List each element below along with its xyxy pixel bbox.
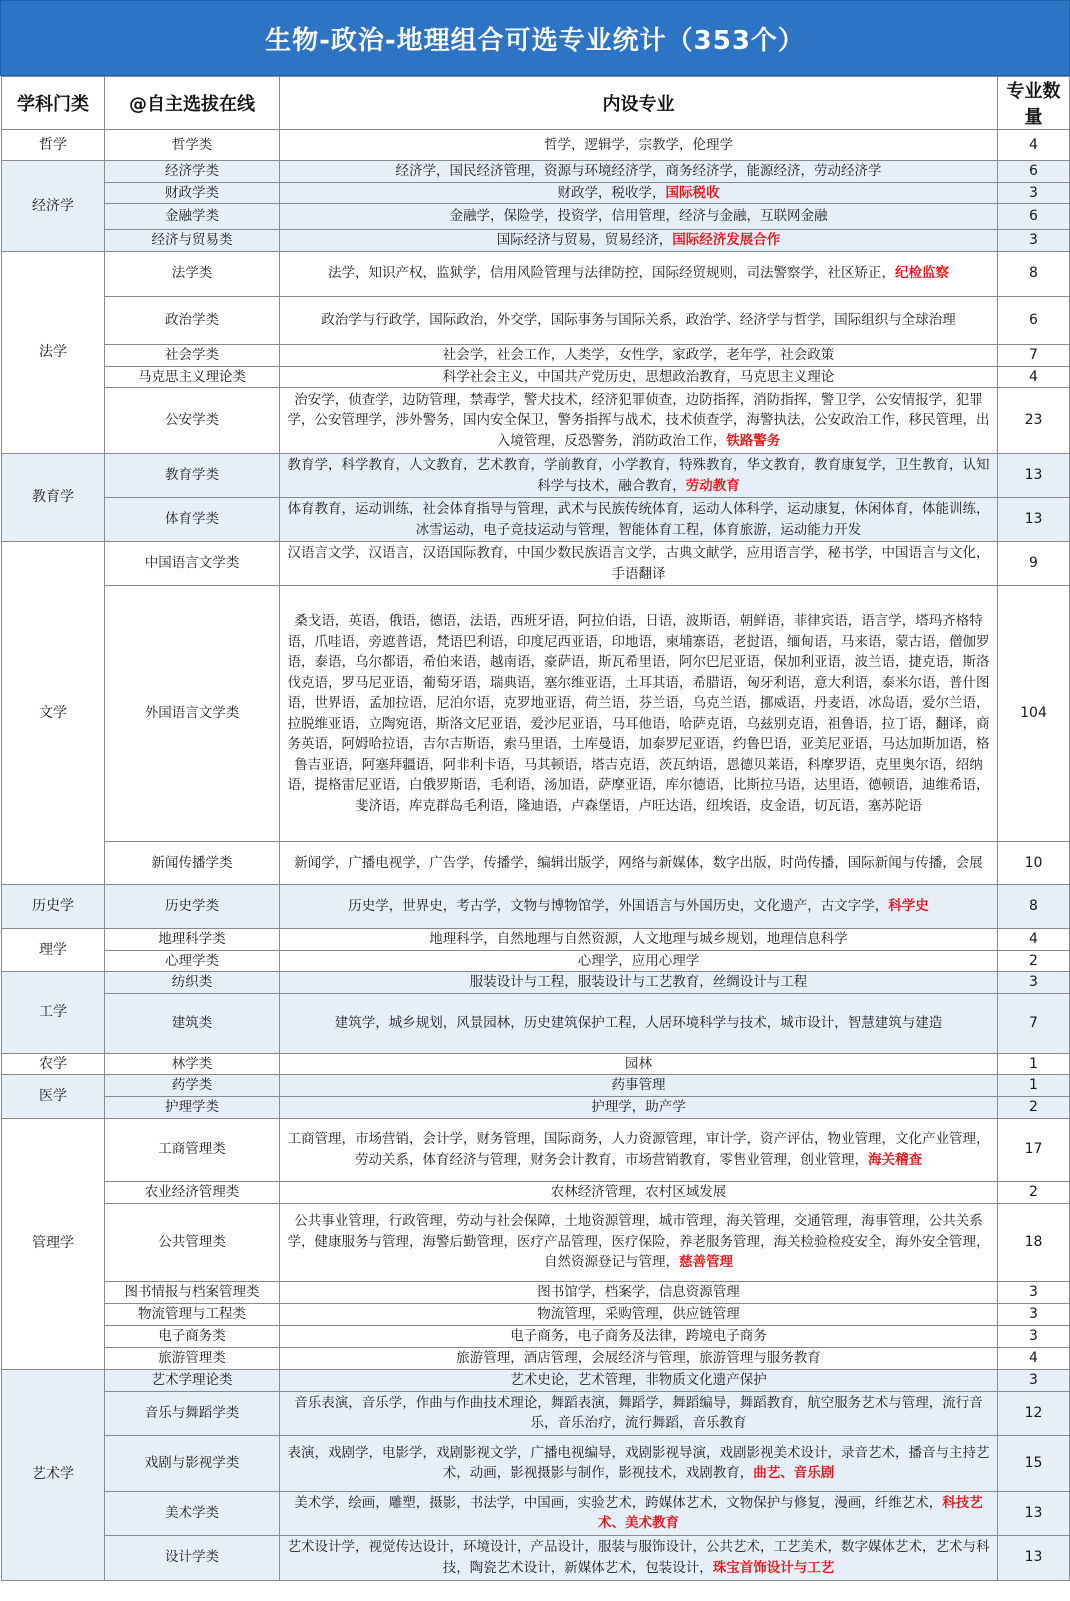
count-cell: 13 xyxy=(998,1491,1070,1535)
highlighted-major: 科技艺术、美术教育 xyxy=(598,1494,983,1531)
table-row xyxy=(2,498,1070,542)
subclass-cell: 哲学类 xyxy=(105,130,280,161)
count-cell: 7 xyxy=(998,993,1070,1053)
majors-text: 地理科学，自然地理与自然资源，人文地理与城乡规划，地理信息科学 xyxy=(429,931,848,947)
table-row xyxy=(2,586,1070,842)
majors-text: 护理学，助产学 xyxy=(591,1099,686,1115)
majors-cell xyxy=(280,251,998,296)
majors-cell xyxy=(280,161,998,183)
table-row xyxy=(2,366,1070,388)
majors-cell xyxy=(280,498,998,542)
count-cell: 6 xyxy=(998,296,1070,344)
highlighted-major: 科学史 xyxy=(888,898,929,915)
count-cell: 3 xyxy=(998,1369,1070,1391)
count-cell: 4 xyxy=(998,130,1070,161)
subclass-cell: 教育学类 xyxy=(105,454,280,498)
majors-cell xyxy=(280,1181,998,1203)
count-cell: 8 xyxy=(998,251,1070,296)
subclass-cell: 药学类 xyxy=(105,1075,280,1097)
majors-text: 工商管理，市场营销，会计学，财务管理，国际商务，人力资源管理，审计学，资产评估，物业管理，文化产业管理，劳动关系，体育经济与管理，财务会计教育，市场营销教育，零售业管理，创业管理， xyxy=(287,1131,990,1168)
table-header-row xyxy=(2,77,1070,130)
majors-text: 教育学，科学教育，人文教育，艺术教育，学前教育，小学教育，特殊教育，华文教育，教育康复学，卫生教育，认知科学与技术，融合教育， xyxy=(287,457,990,494)
majors-cell xyxy=(280,296,998,344)
majors-text: 历史学，世界史，考古学，文物与博物馆学，外国语言与外国历史，文化遗产，古文字学， xyxy=(348,898,889,915)
majors-text: 农林经济管理，农村区域发展 xyxy=(550,1183,727,1200)
majors-text: 桑戈语，英语，俄语，德语，法语，西班牙语，阿拉伯语，日语，波斯语，朝鲜语，菲律宾语，语言学，塔玛齐格特语，爪哇语，旁遮普语，梵语巴利语，印度尼西亚语，印地语，柬埔寨语，老挝语，缅甸语，马来语，蒙古语，僧伽罗语，泰语，乌尔都语，希伯来语，越南语，豪萨语，斯瓦希里语，阿尔巴尼亚语，保加利亚语，波兰语，捷克语，斯洛伐克语，罗马尼亚语，葡萄牙语，瑞典语，塞尔维亚语，土耳其语，希腊语，匈牙利语，意大利语，泰米尔语，普什图语，世界语，孟加拉语，尼泊尔语，克罗地亚语，荷兰语，芬兰语，乌克兰语，挪威语，丹麦语，冰岛语，爱尔兰语，拉脱维亚语，立陶宛语，斯洛文尼亚语，爱沙尼亚语，马耳他语，哈萨克语，乌兹别克语，祖鲁语，拉丁语，翻译，商务英语，阿姆哈拉语，吉尔吉斯语，索马里语，土库曼语，加泰罗尼亚语，约鲁巴语，亚美尼亚语，马达加斯加语，格鲁吉亚语，阿塞拜疆语，阿非利卡语，马其顿语，塔吉克语，茨瓦纳语，恩德贝莱语，科摩罗语，克里奥尔语，绍纳语，提格雷尼亚语，白俄罗斯语，毛利语，汤加语，萨摩亚语，库尔德语，比斯拉马语，达里语，德顿语，迪维希语，斐济语，库克群岛毛利语，隆迪语，卢森堡语，卢旺达语，纽埃语，皮金语，切瓦语，塞苏陀语 xyxy=(287,613,990,814)
subclass-cell: 新闻传播学类 xyxy=(105,842,280,885)
discipline-cell: 管理学 xyxy=(2,1118,105,1369)
table-row xyxy=(2,542,1070,586)
subclass-cell: 美术学类 xyxy=(105,1491,280,1535)
table-row xyxy=(2,230,1070,252)
highlighted-major: 慈善管理 xyxy=(679,1254,733,1271)
count-cell: 10 xyxy=(998,842,1070,885)
discipline-cell: 哲学 xyxy=(2,130,105,161)
table-row xyxy=(2,1435,1070,1491)
subclass-cell: 图书情报与档案管理类 xyxy=(105,1281,280,1303)
discipline-cell: 工学 xyxy=(2,972,105,1054)
majors-text: 建筑学，城乡规划，风景园林，历史建筑保护工程，人居环境科学与技术，城市设计，智慧建筑与建造 xyxy=(334,1014,943,1031)
discipline-cell: 理学 xyxy=(2,929,105,972)
count-cell: 13 xyxy=(998,454,1070,498)
majors-cell xyxy=(280,1075,998,1097)
subclass-cell: 公安学类 xyxy=(105,388,280,454)
table-row xyxy=(2,296,1070,344)
count-cell: 3 xyxy=(998,1281,1070,1303)
count-cell: 1 xyxy=(998,1053,1070,1075)
majors-text: 法学，知识产权，监狱学，信用风险管理与法律防控，国际经贸规则，司法警察学，社区矫正， xyxy=(328,265,895,282)
majors-cell xyxy=(280,1491,998,1535)
discipline-cell: 文学 xyxy=(2,542,105,885)
highlighted-major: 纪检监察 xyxy=(895,265,949,282)
discipline-cell: 教育学 xyxy=(2,454,105,542)
discipline-cell: 农学 xyxy=(2,1053,105,1075)
highlighted-major: 曲艺、音乐剧 xyxy=(753,1465,835,1481)
majors-cell xyxy=(280,230,998,252)
count-cell: 3 xyxy=(998,230,1070,252)
majors-cell xyxy=(280,842,998,885)
majors-cell xyxy=(280,1325,998,1347)
subclass-cell: 经济与贸易类 xyxy=(105,230,280,252)
table-row xyxy=(2,950,1070,972)
discipline-cell: 经济学 xyxy=(2,161,105,252)
majors-cell xyxy=(280,1097,998,1119)
majors-table xyxy=(1,76,1070,1581)
subclass-cell: 工商管理类 xyxy=(105,1118,280,1181)
count-cell: 3 xyxy=(998,972,1070,994)
highlighted-major: 海关稽查 xyxy=(868,1151,922,1168)
count-cell: 6 xyxy=(998,161,1070,183)
count-cell: 2 xyxy=(998,1097,1070,1119)
table-row xyxy=(2,1281,1070,1303)
table-row xyxy=(2,161,1070,183)
highlighted-major: 劳动教育 xyxy=(685,477,740,494)
majors-cell xyxy=(280,1391,998,1435)
highlighted-major: 国际经济发展合作 xyxy=(672,232,781,248)
table-row xyxy=(2,993,1070,1053)
table-row xyxy=(2,1303,1070,1325)
table-row xyxy=(2,929,1070,951)
majors-cell xyxy=(280,885,998,929)
table-row xyxy=(2,885,1070,929)
count-cell: 15 xyxy=(998,1435,1070,1491)
table-row xyxy=(2,344,1070,366)
count-cell: 17 xyxy=(998,1118,1070,1181)
subclass-cell: 马克思主义理论类 xyxy=(105,366,280,388)
majors-cell xyxy=(280,542,998,586)
subclass-cell: 法学类 xyxy=(105,251,280,296)
majors-text: 旅游管理，酒店管理，会展经济与管理，旅游管理与服务教育 xyxy=(456,1349,821,1366)
subclass-cell: 林学类 xyxy=(105,1053,280,1075)
discipline-cell: 法学 xyxy=(2,251,105,454)
majors-cell xyxy=(280,454,998,498)
subclass-cell: 建筑类 xyxy=(105,993,280,1053)
majors-text: 体育教育，运动训练，社会体育指导与管理，武术与民族传统体育，运动人体科学，运动康复，休闲体育，体能训练，冰雪运动，电子竞技运动与管理，智能体育工程，体育旅游，运动能力开发 xyxy=(287,501,990,538)
count-cell: 4 xyxy=(998,929,1070,951)
count-cell: 2 xyxy=(998,950,1070,972)
majors-cell xyxy=(280,388,998,454)
majors-cell xyxy=(280,972,998,994)
table-row xyxy=(2,1053,1070,1075)
majors-cell xyxy=(280,929,998,951)
majors-text: 艺术史论，艺术管理，非物质文化遗产保护 xyxy=(510,1371,767,1388)
majors-cell xyxy=(280,204,998,230)
header-discipline: 学科门类 xyxy=(2,77,105,130)
count-cell: 3 xyxy=(998,182,1070,204)
majors-cell xyxy=(280,1369,998,1391)
majors-text: 服装设计与工程，服装设计与工艺教育，丝绸设计与工程 xyxy=(469,974,808,990)
subclass-cell: 心理学类 xyxy=(105,950,280,972)
table-row xyxy=(2,1118,1070,1181)
majors-cell xyxy=(280,1535,998,1580)
subclass-cell: 物流管理与工程类 xyxy=(105,1303,280,1325)
table-row xyxy=(2,1325,1070,1347)
count-cell: 4 xyxy=(998,1347,1070,1369)
count-cell: 4 xyxy=(998,366,1070,388)
majors-text: 园林 xyxy=(625,1055,652,1072)
majors-text: 图书馆学，档案学，信息资源管理 xyxy=(537,1283,740,1300)
table-row xyxy=(2,130,1070,161)
majors-text: 财政学，税收学， xyxy=(557,184,666,201)
table-row xyxy=(2,182,1070,204)
majors-text: 物流管理，采购管理，供应链管理 xyxy=(537,1305,740,1322)
table-row xyxy=(2,1369,1070,1391)
majors-text: 汉语言文学，汉语言，汉语国际教育，中国少数民族语言文学，古典文献学，应用语言学，秘书学，中国语言与文化，手语翻译 xyxy=(287,545,990,582)
header-majors: 内设专业 xyxy=(280,77,998,130)
table-row xyxy=(2,1203,1070,1281)
majors-cell xyxy=(280,1118,998,1181)
highlighted-major: 铁路警务 xyxy=(726,432,781,449)
count-cell: 104 xyxy=(998,586,1070,842)
majors-cell xyxy=(280,950,998,972)
majors-text: 国际经济与贸易，贸易经济， xyxy=(496,232,673,248)
count-cell: 7 xyxy=(998,344,1070,366)
subclass-cell: 公共管理类 xyxy=(105,1203,280,1281)
table-row xyxy=(2,1491,1070,1535)
majors-text: 治安学，侦查学，边防管理，禁毒学，警犬技术，经济犯罪侦查，边防指挥，消防指挥，警卫学，公安情报学，犯罪学，公安管理学，涉外警务，国内安全保卫，警务指挥与战术，技术侦查学，海警执法，公安政治工作，移民管理，出入境管理，反恐警务，消防政治工作， xyxy=(287,391,990,449)
count-cell: 3 xyxy=(998,1303,1070,1325)
table-row xyxy=(2,972,1070,994)
subclass-cell: 外国语言文学类 xyxy=(105,586,280,842)
discipline-cell: 艺术学 xyxy=(2,1369,105,1580)
majors-cell xyxy=(280,130,998,161)
count-cell: 8 xyxy=(998,885,1070,929)
majors-cell xyxy=(280,993,998,1053)
table-row xyxy=(2,1347,1070,1369)
table-row xyxy=(2,1181,1070,1203)
majors-cell xyxy=(280,366,998,388)
subclass-cell: 历史学类 xyxy=(105,885,280,929)
header-subclass: @自主选拔在线 xyxy=(105,77,280,130)
count-cell: 13 xyxy=(998,498,1070,542)
subclass-cell: 纺织类 xyxy=(105,972,280,994)
subclass-cell: 社会学类 xyxy=(105,344,280,366)
subclass-cell: 地理科学类 xyxy=(105,929,280,951)
majors-cell xyxy=(280,1281,998,1303)
table-row xyxy=(2,388,1070,454)
majors-text: 电子商务，电子商务及法律，跨境电子商务 xyxy=(510,1327,767,1344)
majors-text: 经济学，国民经济管理，资源与环境经济学，商务经济学，能源经济，劳动经济学 xyxy=(395,163,882,179)
table-row xyxy=(2,204,1070,230)
majors-cell xyxy=(280,1203,998,1281)
majors-cell xyxy=(280,1303,998,1325)
majors-cell xyxy=(280,344,998,366)
count-cell: 13 xyxy=(998,1535,1070,1580)
table-row xyxy=(2,842,1070,885)
subclass-cell: 农业经济管理类 xyxy=(105,1181,280,1203)
subclass-cell: 中国语言文学类 xyxy=(105,542,280,586)
count-cell: 2 xyxy=(998,1181,1070,1203)
majors-text: 艺术设计学，视觉传达设计，环境设计，产品设计，服装与服饰设计，公共艺术，工艺美术，数字媒体艺术，艺术与科技，陶瓷艺术设计，新媒体艺术，包装设计， xyxy=(287,1539,990,1576)
majors-cell xyxy=(280,182,998,204)
subclass-cell: 电子商务类 xyxy=(105,1325,280,1347)
majors-text: 心理学，应用心理学 xyxy=(577,952,700,969)
majors-text: 社会学，社会工作，人类学，女性学，家政学，老年学，社会政策 xyxy=(442,346,835,363)
subclass-cell: 艺术学理论类 xyxy=(105,1369,280,1391)
majors-text: 音乐表演，音乐学，作曲与作曲技术理论，舞蹈表演，舞蹈学，舞蹈编导，舞蹈教育，航空服务艺术与管理，流行音乐，音乐治疗，流行舞蹈，音乐教育 xyxy=(294,1394,983,1431)
subclass-cell: 体育学类 xyxy=(105,498,280,542)
majors-text: 公共事业管理，行政管理，劳动与社会保障，土地资源管理，城市管理，海关管理，交通管理，海事管理，公共关系学，健康服务与管理，海警后勤管理，医疗产品管理，医疗保险，养老服务管理，海关检验检疫安全，海外安全管理，自然资源登记与管理， xyxy=(287,1213,990,1271)
count-cell: 9 xyxy=(998,542,1070,586)
subclass-cell: 旅游管理类 xyxy=(105,1347,280,1369)
majors-text: 政治学与行政学，国际政治，外交学，国际事务与国际关系，政治学、经济学与哲学，国际组织与全球治理 xyxy=(321,311,956,328)
count-cell: 23 xyxy=(998,388,1070,454)
count-cell: 12 xyxy=(998,1391,1070,1435)
table-row xyxy=(2,1391,1070,1435)
majors-text: 金融学，保险学，投资学，信用管理，经济与金融，互联网金融 xyxy=(449,208,828,225)
majors-cell xyxy=(280,1347,998,1369)
majors-text: 药事管理 xyxy=(611,1077,666,1094)
page-title: 生物-政治-地理组合可选专业统计（353个） xyxy=(0,0,1070,76)
subclass-cell: 设计学类 xyxy=(105,1535,280,1580)
table-row xyxy=(2,251,1070,296)
table-row xyxy=(2,1097,1070,1119)
subclass-cell: 政治学类 xyxy=(105,296,280,344)
majors-text: 美术学，绘画，雕塑，摄影，书法学，中国画，实验艺术，跨媒体艺术，文物保护与修复，漫画，纤维艺术， xyxy=(294,1494,943,1511)
table-body xyxy=(2,130,1070,1581)
count-cell: 1 xyxy=(998,1075,1070,1097)
table-row xyxy=(2,1075,1070,1097)
table-row xyxy=(2,454,1070,498)
majors-text: 科学社会主义，中国共产党历史，思想政治教育，马克思主义理论 xyxy=(442,368,835,385)
majors-cell xyxy=(280,586,998,842)
count-cell: 18 xyxy=(998,1203,1070,1281)
majors-text: 哲学，逻辑学，宗教学，伦理学 xyxy=(544,136,733,153)
highlighted-major: 国际税收 xyxy=(665,184,720,201)
majors-cell xyxy=(280,1435,998,1491)
discipline-cell: 医学 xyxy=(2,1075,105,1119)
count-cell: 6 xyxy=(998,204,1070,230)
subclass-cell: 财政学类 xyxy=(105,182,280,204)
header-count: 专业数量 xyxy=(998,77,1070,130)
count-cell: 3 xyxy=(998,1325,1070,1347)
discipline-cell: 历史学 xyxy=(2,885,105,929)
subclass-cell: 护理学类 xyxy=(105,1097,280,1119)
subclass-cell: 金融学类 xyxy=(105,204,280,230)
majors-text: 新闻学，广播电视学，广告学，传播学，编辑出版学，网络与新媒体，数字出版，时尚传播，国际新闻与传播，会展 xyxy=(294,854,983,871)
subclass-cell: 经济学类 xyxy=(105,161,280,183)
majors-text: 表演，戏剧学，电影学，戏剧影视文学，广播电视编导，戏剧影视导演，戏剧影视美术设计，录音艺术，播音与主持艺术，动画，影视摄影与制作，影视技术，戏剧教育， xyxy=(287,1444,990,1481)
subclass-cell: 音乐与舞蹈学类 xyxy=(105,1391,280,1435)
table-row xyxy=(2,1535,1070,1580)
subclass-cell: 戏剧与影视学类 xyxy=(105,1435,280,1491)
majors-cell xyxy=(280,1053,998,1075)
highlighted-major: 珠宝首饰设计与工艺 xyxy=(712,1559,835,1576)
